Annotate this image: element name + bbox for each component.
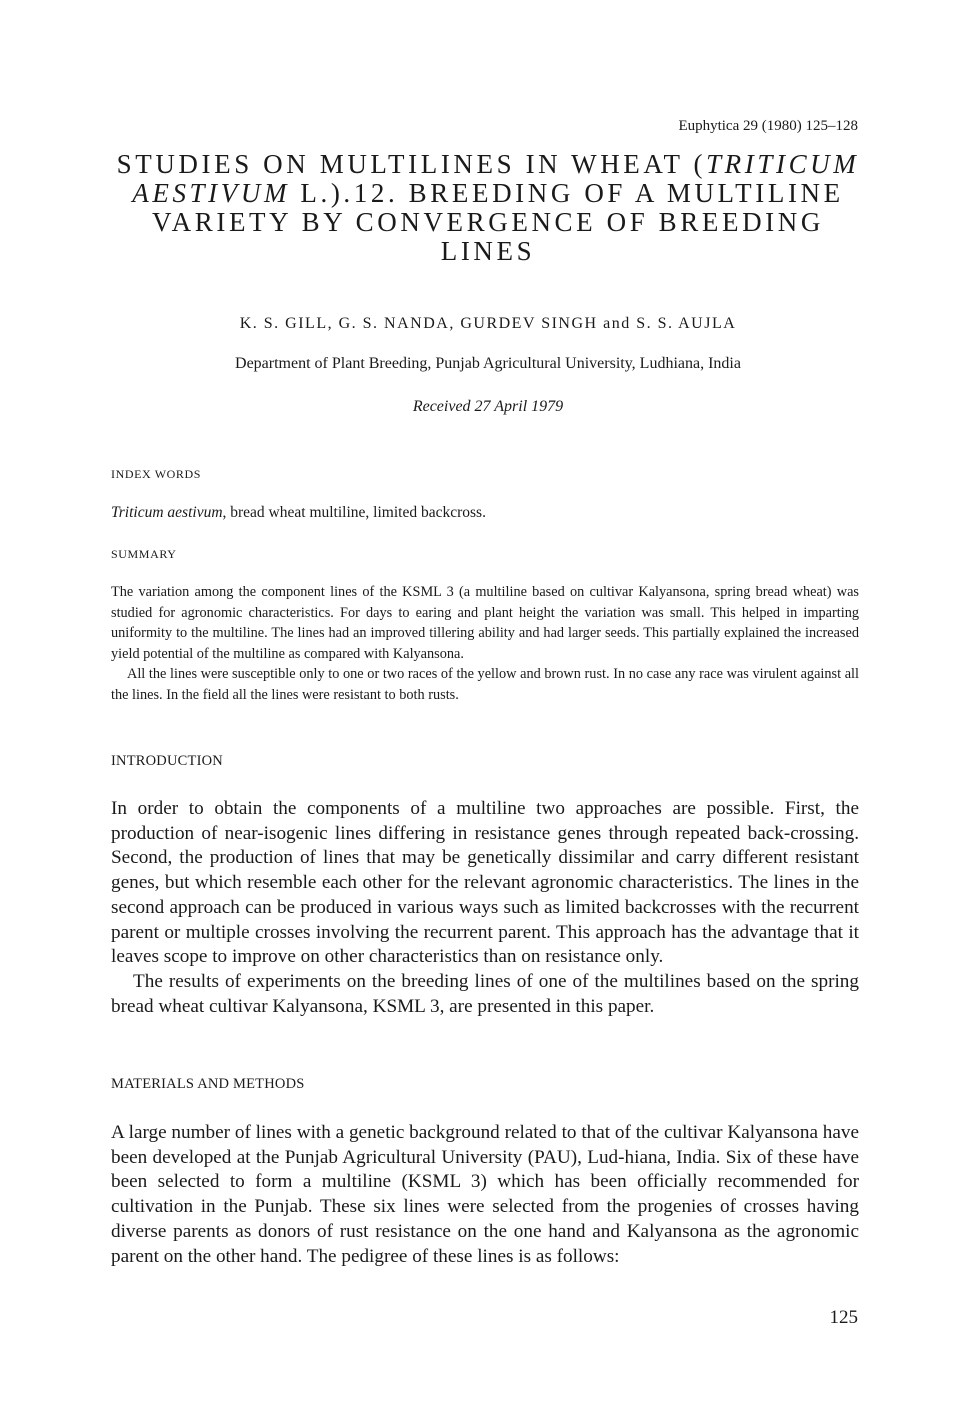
index-words — [111, 504, 486, 522]
page-number: 125 — [829, 1307, 858, 1328]
summary-paragraph-1: The variation among the component lines of the KSML 3 (a multiline based on cultivar Kalyansona, spring bread wheat) was studied for agronomic characteristics. For days to earing and plant height the variation was small. This helped in imparting uniformity to the multiline. The lines had an improved tillering ability and had larger seeds. This partially explained the increased yield potential of the multiline as compared with Kalyansona. — [111, 584, 859, 662]
affiliation: Department of Plant Breeding, Punjab Agricultural University, Ludhiana, India — [235, 355, 741, 372]
introduction-paragraph-2: The results of experiments on the breeding lines of one of the multilines based on the spring bread wheat cultivar Kalyansona, KSML 3, are presented in this paper. — [111, 970, 859, 1017]
article-title — [100, 150, 876, 266]
title-species-italic: TRITICUM AESTIVUM — [132, 149, 860, 208]
index-term-italic: Triticum aestivum — [111, 504, 223, 521]
title-text-end: L.).12. BREEDING OF A MULTILINE VARIETY BY CONVERGENCE OF BREEDING LINES — [152, 178, 844, 266]
summary-section — [111, 582, 859, 705]
author-list: K. S. GILL, G. S. NANDA, GURDEV SINGH and S. S. AUJLA — [239, 315, 737, 332]
materials-heading: MATERIALS AND METHODS — [111, 1076, 305, 1092]
materials-section — [111, 1121, 859, 1269]
introduction-heading: INTRODUCTION — [111, 753, 223, 769]
introduction-section — [111, 797, 859, 1019]
received-date: Received 27 April 1979 — [412, 398, 564, 415]
summary-heading: SUMMARY — [111, 547, 177, 561]
introduction-paragraph-1: In order to obtain the components of a multiline two approaches are possible. First, the production of near-isogenic lines differing in resistance genes through repeated back-crossing. Second, the production of lines that may be genetically dissimilar and carry different resistant genes, but which resemble each other for the relevant agronomic characteristics. The lines in the second approach can be produced in various ways such as limited backcrosses with the recurrent parent or multiple crosses involving the recurrent parent. This approach has the advantage that it leaves scope to improve on other characteristics than on resistance only. — [111, 798, 859, 968]
index-terms: , bread wheat multiline, limited backcross. — [222, 504, 486, 521]
index-words-heading: INDEX WORDS — [111, 467, 202, 481]
summary-paragraph-2: All the lines were susceptible only to one or two races of the yellow and brown rust. In no case any race was virulent against all the lines. In the field all the lines were resistant to both rusts. — [111, 666, 859, 703]
journal-reference: Euphytica 29 (1980) 125–128 — [678, 118, 858, 134]
title-text-start: STUDIES ON MULTILINES IN WHEAT ( — [116, 149, 707, 179]
materials-paragraph-1: A large number of lines with a genetic background related to that of the cultivar Kalyansona have been developed at the Punjab Agricultural University (PAU), Lud-hiana, India. Six of these have been selected to form a multiline (KSML 3) which has been officially recommended for cultivation in the Punjab. These six lines were selected from the progenies of crosses having diverse parents as donors of rust resistance on the one hand and Kalyansona as the agronomic parent on the other hand. The pedigree of these lines is as follows: — [111, 1122, 859, 1267]
